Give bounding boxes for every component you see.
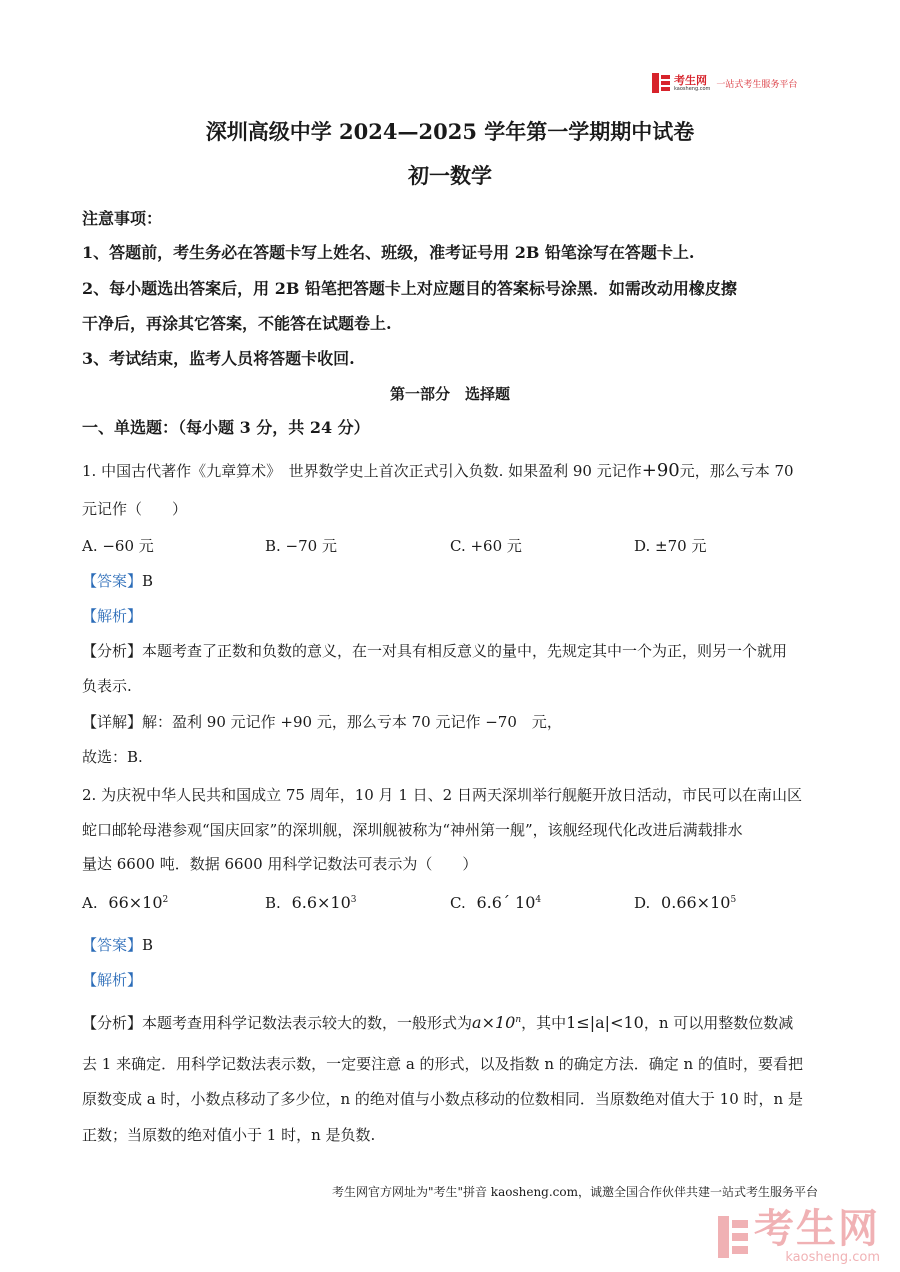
q2-fenxi-formula-exp: n <box>515 1015 522 1025</box>
q2-line-1: 2. 为庆祝中华人民共和国成立 75 周年，10 月 1 日、2 日两天深圳举行舰艇开放日活动，市民可以在南山区 <box>82 786 802 804</box>
q1-answer <box>82 570 153 591</box>
q1-line-2: 元记作（ ） <box>82 500 188 518</box>
q1-option-b: B. −70 元 <box>265 537 337 555</box>
q1-option-d: D. ±70 元 <box>634 537 707 555</box>
q2-option-d <box>634 893 736 912</box>
q1-fenxi-line-2: 负表示. <box>82 677 132 695</box>
q1-fenxi-line-1 <box>82 640 787 661</box>
watermark-text-block <box>754 1208 880 1265</box>
q2-option-d-label: D. <box>634 894 651 912</box>
q1-jiexi-tag: 【解析】 <box>82 607 143 625</box>
q1-xiangjie-text: 解：盈利 90 元记作 +90 元，那么亏本 70 元记作 −70 元， <box>142 713 562 731</box>
page-subtitle: 初一数学 <box>408 163 492 188</box>
q1-fenxi-text: 本题考查了正数和负数的意义，在一对具有相反意义的量中，先规定其中一个为正，则另一个就用 <box>142 642 788 660</box>
q2-fenxi-line-4: 正数；当原数的绝对值小于 1 时，n 是负数. <box>82 1126 376 1144</box>
watermark-logo-icon <box>718 1216 748 1258</box>
brand-name: 考生网 <box>674 73 707 87</box>
note-item-3: 3、考试结束，监考人员将答题卡收回. <box>82 349 355 368</box>
note-item-2-line-2: 干净后，再涂其它答案，不能答在试题卷上. <box>82 314 392 333</box>
q2-fenxi-line-1 <box>82 1012 793 1033</box>
q1-line-1 <box>82 460 794 481</box>
q1-value: +90 <box>641 460 680 481</box>
brand-slogan: 一站式考生服务平台 <box>716 79 798 90</box>
q1-text-a: 1. 中国古代著作《九章算术》 世界数学史上首次正式引入负数. 如果盈利 90 元记作 <box>82 462 642 480</box>
q2-fenxi-text-b: ，其中 <box>521 1014 567 1032</box>
q2-option-c <box>450 893 541 912</box>
q2-answer-value: B <box>142 936 154 954</box>
q2-option-a-base: 66×10 <box>108 893 163 912</box>
part-title: 第一部分 选择题 <box>389 385 510 403</box>
watermark-text: 考生网 <box>754 1206 880 1252</box>
q2-option-c-exp: 4 <box>535 895 542 905</box>
q2-fenxi-line-3: 原数变成 a 时，小数点移动了多少位，n 的绝对值与小数点移动的位数相同．当原数绝对值大于 10 时，n 是 <box>82 1090 803 1108</box>
q2-fenxi-line-2: 去 1 来确定．用科学记数法表示数，一定要注意 a 的形式，以及指数 n 的确定方法．确定 n 的值时，要看把 <box>82 1055 803 1073</box>
q2-option-c-label: C. <box>450 894 466 912</box>
q2-option-a-exp: 2 <box>162 895 169 905</box>
q2-line-3: 量达 6600 吨．数据 6600 用科学记数法可表示为（ ） <box>82 855 478 873</box>
q1-fenxi-tag: 【分析】 <box>82 642 143 660</box>
kaosheng-logo-icon <box>652 73 670 93</box>
q2-option-a-label: A. <box>82 894 98 912</box>
q2-fenxi-range: 1≤|a|<10 <box>566 1013 644 1032</box>
watermark-url: kaosheng.com <box>785 1250 880 1265</box>
q2-option-a <box>82 893 168 912</box>
watermark <box>718 1208 880 1265</box>
q1-answer-value: B <box>142 572 154 590</box>
q2-option-c-base: 6.6´ 10 <box>476 893 536 912</box>
q1-text-b: 元，那么亏本 70 <box>679 462 794 480</box>
q2-line-2: 蛇口邮轮母港参观“国庆回家”的深圳舰，深圳舰被称为“神州第一舰”，该舰经现代化改进后满载排水 <box>82 821 743 839</box>
page-footer: 考生网官方网址为"考生"拼音 kaosheng.com，诚邀全国合作伙伴共建一站式考生服务平台 <box>331 1185 818 1199</box>
q1-answer-tag: 【答案】 <box>82 572 143 590</box>
q2-answer-tag: 【答案】 <box>82 936 143 954</box>
note-item-1: 1、答题前，考生务必在答题卡写上姓名、班级，准考证号用 2B 铅笔涂写在答题卡上. <box>82 243 695 262</box>
page-title: 深圳高级中学 2024—2025 学年第一学期期中试卷 <box>205 119 695 144</box>
q2-jiexi-tag: 【解析】 <box>82 971 143 989</box>
q2-fenxi-formula: a×10 <box>472 1013 516 1032</box>
q1-xiangjie <box>82 711 562 732</box>
q2-option-b-label: B. <box>265 894 281 912</box>
brand-header <box>652 72 822 94</box>
note-item-2-line-1: 2、每小题选出答案后，用 2B 铅笔把答题卡上对应题目的答案标号涂黑．如需改动用橡皮擦 <box>82 279 737 298</box>
q1-guxuan: 故选：B. <box>82 748 143 766</box>
q2-fenxi-text-c: ，n 可以用整数位数减 <box>643 1014 794 1032</box>
q2-fenxi-tag: 【分析】 <box>82 1014 143 1032</box>
q2-answer <box>82 934 153 955</box>
q2-option-b-base: 6.6×10 <box>291 893 351 912</box>
q1-xiangjie-tag: 【详解】 <box>82 713 143 731</box>
brand-text <box>674 75 710 92</box>
q2-fenxi-text-a: 本题考查用科学记数法表示较大的数，一般形式为 <box>142 1014 473 1032</box>
q1-option-a: A. −60 元 <box>82 537 154 555</box>
brand-url: kaosheng.com <box>674 85 711 92</box>
q2-option-d-base: 0.66×10 <box>661 893 731 912</box>
q1-option-c: C. +60 元 <box>450 537 522 555</box>
q2-option-b-exp: 3 <box>350 895 357 905</box>
notes-heading: 注意事项： <box>82 209 163 228</box>
q2-option-d-exp: 5 <box>730 895 737 905</box>
section-heading: 一、单选题：（每小题 3 分，共 24 分） <box>82 418 370 437</box>
q2-option-b <box>265 893 357 912</box>
